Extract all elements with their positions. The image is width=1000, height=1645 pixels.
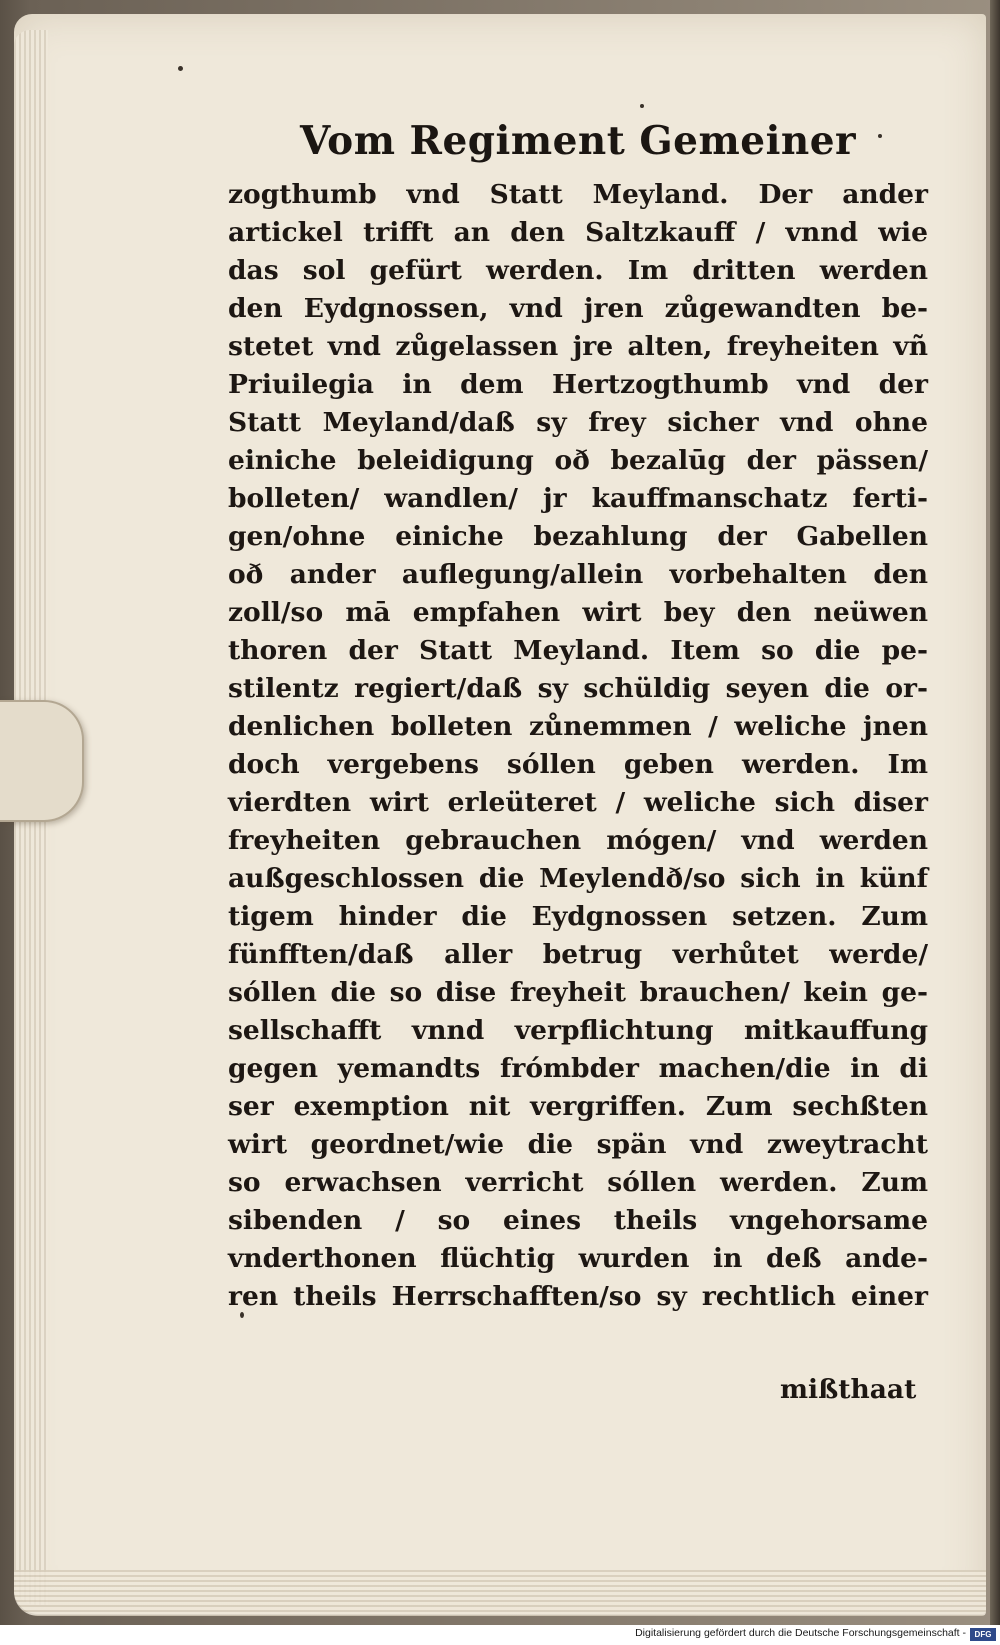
text-line: sibenden / so eines theils vngehorsame <box>228 1205 928 1236</box>
text-line: thoren der Statt Meyland. Item so die pe- <box>228 635 928 666</box>
text-line: gegen yemandts frómbder machen/die in di <box>228 1053 928 1084</box>
running-header: Vom Regiment Gemeiner <box>300 118 857 164</box>
text-line: den Eydgnossen, vnd jren zůgewandten be- <box>228 293 928 324</box>
ink-speck <box>640 104 644 108</box>
text-line: oð ander auflegung/allein vorbehalten den <box>228 559 928 590</box>
text-line: stilentz regiert/daß sy schüldig seyen die or- <box>228 673 928 704</box>
text-line: sellschafft vnnd verpflichtung mitkauffung <box>228 1015 928 1046</box>
text-line: gen/ohne einiche bezahlung der Gabellen <box>228 521 928 552</box>
dfg-logo: DFG <box>970 1628 996 1641</box>
text-line: das sol gefürt werden. Im dritten werden <box>228 255 928 286</box>
text-line: Priuilegia in dem Hertzogthumb vnd der <box>228 369 928 400</box>
ink-speck <box>178 66 183 71</box>
funding-credit: Digitalisierung gefördert durch die Deutsche Forschungsgemeinschaft - <box>635 1627 966 1639</box>
text-line: doch vergebens sóllen geben werden. Im <box>228 749 928 780</box>
text-line: stetet vnd zůgelassen jre alten, freyheiten vñ <box>228 331 928 362</box>
book-right-shadow <box>990 0 1000 1625</box>
catchword: mißthaat <box>780 1374 917 1405</box>
text-line: freyheiten gebrauchen mógen/ vnd werden <box>228 825 928 856</box>
text-line: einiche beleidigung oð bezalūg der pässen/ <box>228 445 928 476</box>
text-line: so erwachsen verricht sóllen werden. Zum <box>228 1167 928 1198</box>
text-line: wirt geordnet/wie die spän vnd zweytracht <box>228 1129 928 1160</box>
text-line: tigem hinder die Eydgnossen setzen. Zum <box>228 901 928 932</box>
footer-bar <box>0 1625 1000 1645</box>
text-line: ren theils Herrschafften/so sy rechtlich einer <box>228 1281 928 1312</box>
text-line: vierdten wirt erleüteret / weliche sich diser <box>228 787 928 818</box>
text-line: vnderthonen flüchtig wurden in deß ande- <box>228 1243 928 1274</box>
ink-speck <box>878 134 882 138</box>
text-line: artickel trifft an den Saltzkauff / vnnd wie <box>228 217 928 248</box>
text-line: fünfften/daß aller betrug verhůtet werde/ <box>228 939 928 970</box>
text-line: zoll/so mā empfahen wirt bey den neüwen <box>228 597 928 628</box>
text-line: denlichen bolleten zůnemmen / weliche jnen <box>228 711 928 742</box>
book-clasp <box>0 700 84 822</box>
text-line: zogthumb vnd Statt Meyland. Der ander <box>228 179 928 210</box>
text-line: ser exemption nit vergriffen. Zum sechßten <box>228 1091 928 1122</box>
text-line: bolleten/ wandlen/ jr kauffmanschatz ferti- <box>228 483 928 514</box>
text-line: außgeschlossen die Meylendð/so sich in künf <box>228 863 928 894</box>
text-line: sóllen die so dise freyheit brauchen/ kein ge- <box>228 977 928 1008</box>
text-line: Statt Meyland/daß sy frey sicher vnd ohne <box>228 407 928 438</box>
page-stack-bottom-edge <box>14 1570 986 1616</box>
